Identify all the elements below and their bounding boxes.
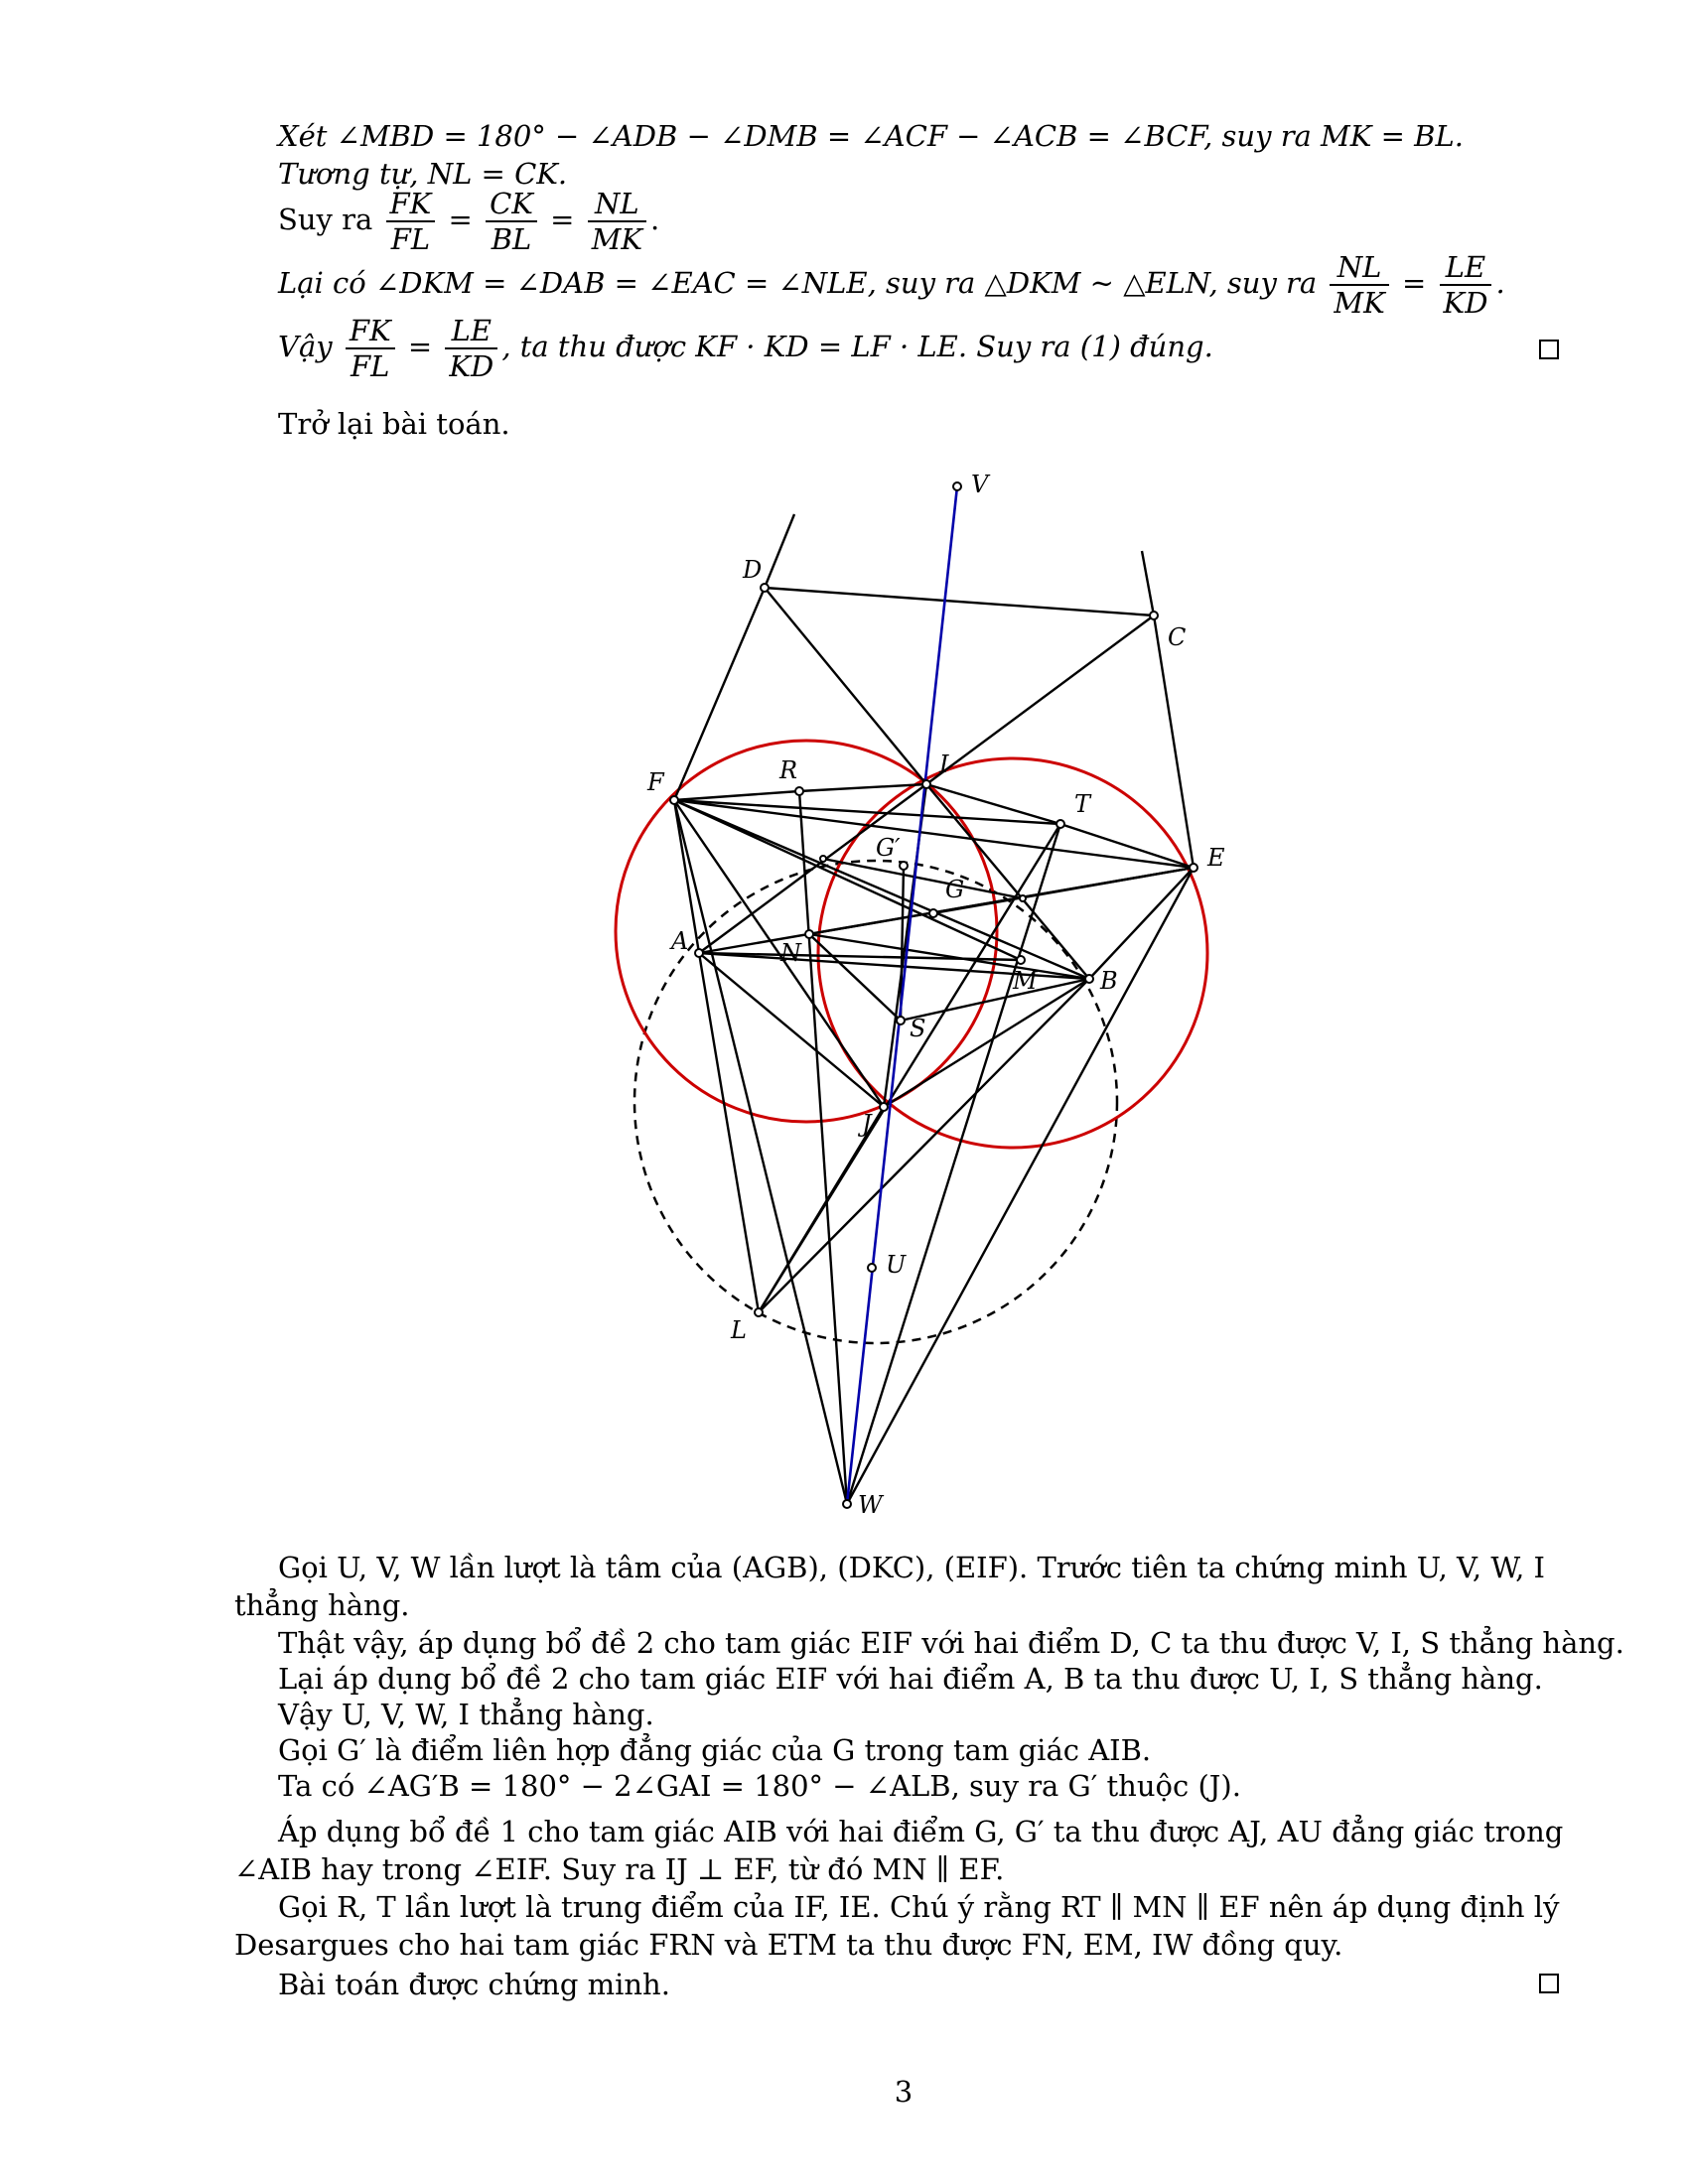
point-F bbox=[670, 796, 678, 804]
label-T: T bbox=[1074, 790, 1091, 818]
proof-line-2: Tương tự, NL = CK. bbox=[278, 157, 568, 191]
point-E bbox=[1190, 864, 1197, 872]
line5-suffix: , ta thu được KF · KD = LF · LE. Suy ra (1) đúng. bbox=[501, 330, 1213, 363]
label-S: S bbox=[910, 1015, 926, 1042]
frac-num: NL bbox=[1330, 250, 1388, 286]
frac-den: FL bbox=[390, 222, 431, 256]
segment-AL bbox=[699, 953, 759, 1312]
segment-FR bbox=[674, 791, 799, 800]
label-Gp: G′ bbox=[876, 834, 901, 862]
frac-num: LE bbox=[445, 314, 497, 349]
proof-line-3: Suy ra $\frac{FK}{FL}$ = $\frac{CK}{BL}$ = $\frac{NL}{MK}$ . bbox=[278, 187, 660, 256]
segment-FM bbox=[674, 800, 1021, 960]
segment-SB bbox=[901, 979, 1089, 1021]
label-E: E bbox=[1207, 844, 1225, 872]
label-I: I bbox=[939, 751, 949, 778]
frac-num: NL bbox=[588, 187, 646, 222]
label-A: A bbox=[671, 927, 689, 955]
segment-CE bbox=[1154, 615, 1194, 868]
frac-num: FK bbox=[346, 314, 395, 349]
point-A bbox=[695, 949, 703, 957]
segment-RW bbox=[799, 791, 847, 1504]
back-to-problem: Trở lại bài toán. bbox=[278, 407, 510, 441]
label-W: W bbox=[858, 1491, 883, 1519]
label-U: U bbox=[886, 1251, 907, 1279]
point-W bbox=[843, 1500, 851, 1508]
segment-D-ray bbox=[765, 514, 794, 588]
line3-prefix: Suy ra bbox=[278, 203, 373, 236]
paragraph-8: Gọi R, T lần lượt là trung điểm của IF, IE. Chú ý rằng RT ∥ MN ∥ EF nên áp dụng định lý Desargues cho hai tam giác FRN và ETM ta thu được FN, EM, IW đồng quy. bbox=[234, 1890, 1560, 1962]
paragraph-7: Áp dụng bổ đề 1 cho tam giác AIB với hai điểm G, G′ ta thu được AJ, AU đẳng giác trong ∠AIB hay trong ∠EIF. Suy ra IJ ⊥ EF, từ đó MN ∥ EF. bbox=[234, 1815, 1564, 1886]
segment-FW bbox=[674, 800, 847, 1504]
paragraph-4: Vậy U, V, W, I thẳng hàng. bbox=[278, 1698, 654, 1731]
proof-line-4: Lại có ∠DKM = ∠DAB = ∠EAC = ∠NLE, suy ra △DKM ∼ △ELN, suy ra $\frac{NL}{MK}$ = $\frac{LE}{KD}$ . bbox=[278, 250, 1505, 320]
page-number: 3 bbox=[894, 2075, 914, 2109]
segment-TW bbox=[847, 824, 1060, 1504]
paragraph-2: Thật vậy, áp dụng bổ đề 2 cho tam giác EIF với hai điểm D, C ta thu được V, I, S thẳng hàng. bbox=[278, 1626, 1624, 1660]
point-M bbox=[1017, 956, 1025, 964]
segment-DC bbox=[765, 588, 1154, 615]
label-B: B bbox=[1100, 967, 1118, 995]
point-misc1 bbox=[820, 856, 826, 862]
point-D bbox=[761, 584, 769, 592]
segment-JL bbox=[759, 1107, 884, 1312]
frac-den: BL bbox=[491, 222, 532, 256]
paragraph-9: Bài toán được chứng minh. bbox=[278, 1968, 670, 2001]
point-C bbox=[1150, 612, 1158, 619]
frac-num: FK bbox=[386, 187, 436, 222]
point-V bbox=[953, 482, 961, 490]
point-L bbox=[755, 1308, 763, 1316]
point-G bbox=[929, 909, 937, 917]
label-C: C bbox=[1168, 623, 1187, 651]
segment-FT bbox=[674, 800, 1060, 824]
label-V: V bbox=[971, 471, 989, 498]
label-R: R bbox=[779, 756, 798, 784]
qed-symbol-end bbox=[1539, 1974, 1559, 1993]
proof-line-1: Xét ∠MBD = 180° − ∠ADB − ∠DMB = ∠ACF − ∠ACB = ∠BCF, suy ra MK = BL. bbox=[278, 119, 1464, 153]
paragraph-3: Lại áp dụng bổ đề 2 cho tam giác EIF với hai điểm A, B ta thu được U, I, S thẳng hàng. bbox=[278, 1662, 1543, 1696]
point-Gp bbox=[900, 862, 908, 870]
frac-num: LE bbox=[1440, 250, 1492, 286]
point-B bbox=[1085, 975, 1093, 983]
label-J: J bbox=[862, 1110, 872, 1138]
point-I bbox=[922, 780, 930, 788]
point-R bbox=[795, 787, 803, 795]
point-N bbox=[805, 930, 813, 938]
segment-DF bbox=[674, 588, 765, 800]
point-S bbox=[897, 1017, 905, 1024]
blue-line-VW bbox=[847, 486, 957, 1504]
point-J bbox=[880, 1103, 888, 1111]
frac-den: KD bbox=[1443, 286, 1488, 320]
label-F: F bbox=[647, 768, 664, 796]
line4-prefix: Lại có ∠DKM = ∠DAB = ∠EAC = ∠NLE, suy ra △DKM ∼ △ELN, suy ra bbox=[278, 266, 1318, 300]
paragraph-1: Gọi U, V, W lần lượt là tâm của (AGB), (DKC), (EIF). Trước tiên ta chứng minh U, V, W, I thẳng hàng. bbox=[234, 1551, 1545, 1622]
line5-prefix: Vậy bbox=[278, 330, 333, 363]
segment-JB bbox=[884, 979, 1089, 1107]
frac-den: MK bbox=[591, 222, 643, 256]
frac-den: FL bbox=[351, 349, 390, 383]
paragraph-6: Ta có ∠AG′B = 180° − 2∠GAI = 180° − ∠ALB, suy ra G′ thuộc (J). bbox=[278, 1769, 1241, 1803]
frac-den: MK bbox=[1334, 286, 1385, 320]
segment-DI bbox=[765, 588, 926, 784]
paragraph-5: Gọi G′ là điểm liên hợp đẳng giác của G trong tam giác AIB. bbox=[278, 1733, 1152, 1767]
red-circle-right bbox=[818, 758, 1207, 1148]
point-misc2 bbox=[1020, 895, 1026, 901]
segment-C-ray bbox=[1142, 551, 1154, 615]
label-D: D bbox=[743, 556, 763, 584]
segment-EG bbox=[933, 868, 1194, 913]
label-G: G bbox=[945, 876, 965, 903]
point-U bbox=[868, 1264, 876, 1272]
label-N: N bbox=[780, 939, 801, 967]
segment-AJ bbox=[699, 953, 884, 1107]
label-L: L bbox=[731, 1316, 747, 1344]
frac-num: CK bbox=[486, 187, 537, 222]
frac-den: KD bbox=[449, 349, 494, 383]
proof-line-5: Vậy $\frac{FK}{FL}$ = $\frac{LE}{KD}$ , ta thu được KF · KD = LF · LE. Suy ra (1) đúng. bbox=[278, 314, 1213, 383]
label-M: M bbox=[1013, 967, 1038, 995]
point-T bbox=[1056, 820, 1064, 828]
